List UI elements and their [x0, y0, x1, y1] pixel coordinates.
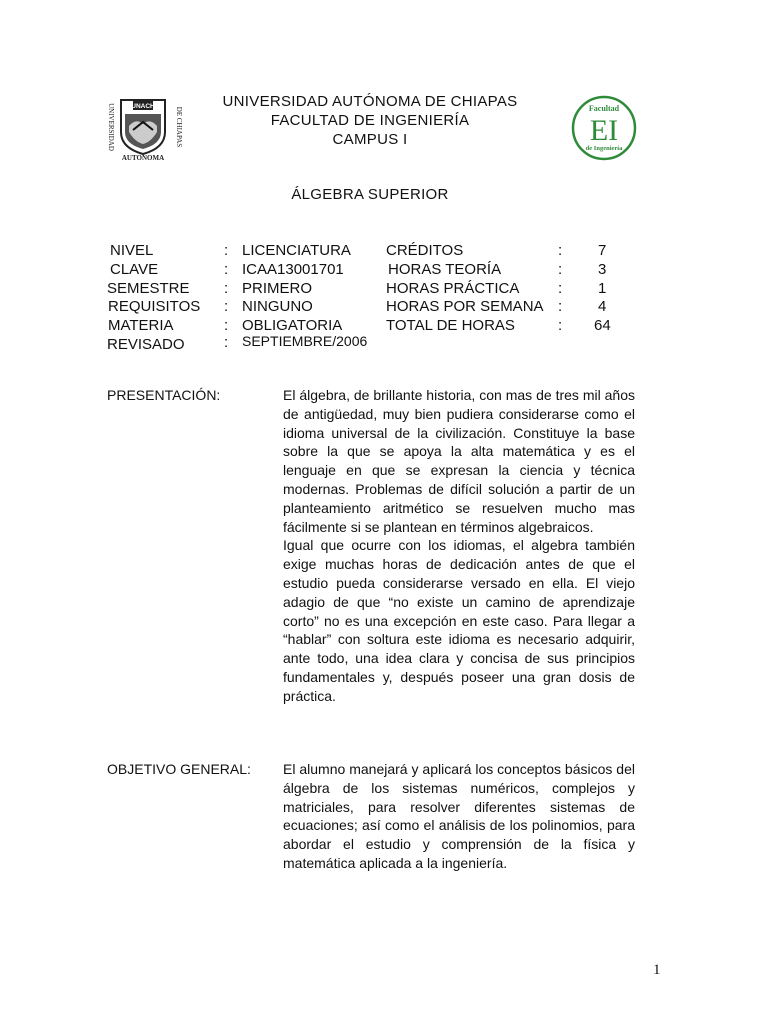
- info-colon: :: [224, 242, 229, 259]
- info-colon: :: [224, 261, 229, 278]
- info-label: SEMESTRE: [107, 280, 190, 297]
- info-label-2: CRÉDITOS: [386, 242, 464, 259]
- info-value: SEPTIEMBRE/2006: [242, 333, 368, 349]
- objetivo-paragraph: El alumno manejará y aplicará los conceptos básicos del álgebra de los sistemas numéricos, complejos y matriciales, para resolver diferentes sistemas de ecuaciones; así como el análisis de los polinomios, para abordar el estudio y comprensión de la física y matemática aplicada a la ingeniería.: [283, 761, 635, 871]
- info-value: OBLIGATORIA: [242, 317, 343, 334]
- presentacion-text: [283, 386, 635, 706]
- logo-bottom-text: AUTONOMA: [121, 154, 165, 162]
- logo-right-bottom-text: de Ingeniería: [585, 145, 623, 152]
- objetivo-label: OBJETIVO GENERAL:: [107, 761, 251, 777]
- info-value-2: 1: [598, 280, 607, 297]
- logo-right-side-text: DE CHIAPAS: [175, 106, 183, 148]
- presentacion-paragraph-2: Igual que ocurre con los idiomas, el algebra también exige muchas horas de dedicación antes de que el estudio pueda considerarse versado en ella. El viejo adagio de que “no existe un camino de aprendizaje corto” no es una excepción en este caso. Para llegar a “hablar” con soltura este idioma es necesario adquirir, ante todo, una idea clara y concisa de sus principios fundamentales y, después poseer una gran dosis de práctica.: [283, 537, 635, 704]
- page-number: 1: [653, 962, 661, 978]
- info-row: [107, 333, 627, 355]
- info-colon-2: :: [558, 280, 563, 297]
- info-label: CLAVE: [110, 261, 159, 278]
- info-colon: :: [224, 280, 229, 297]
- unach-logo: [103, 92, 183, 162]
- presentacion-paragraph-1: El álgebra, de brillante historia, con mas de tres mil años de antigüedad, muy bien pudiera considerarse como el idioma universal de la civilización. Constituye la base sobre la que se apoya la alta matemática y es el lenguaje en que se expresan la ciencia y técnica modernas. Problemas de difícil solución a partir de un planteamiento aritmético se resuelven mucho mas fácilmente si se plantean en términos algebraicos.: [283, 387, 635, 535]
- info-row: [107, 261, 627, 280]
- info-label-2: HORAS TEORÍA: [388, 261, 502, 278]
- info-label-2: HORAS PRÁCTICA: [386, 280, 520, 297]
- info-row: [107, 298, 627, 317]
- info-value-2: 64: [594, 317, 611, 334]
- info-value: ICAA13001701: [242, 261, 344, 278]
- info-value-2: 7: [598, 242, 607, 259]
- info-label: REVISADO: [107, 336, 185, 353]
- info-colon-2: :: [558, 317, 563, 334]
- info-row: [107, 280, 627, 299]
- objetivo-text: [283, 760, 635, 873]
- info-value: LICENCIATURA: [242, 242, 351, 259]
- university-name: UNIVERSIDAD AUTÓNOMA DE CHIAPAS: [222, 93, 518, 110]
- presentacion-label: PRESENTACIÓN:: [107, 387, 221, 403]
- info-value-2: 4: [598, 298, 607, 315]
- logo-right-top-text: Facultad: [588, 104, 620, 113]
- faculty-name: FACULTAD DE INGENIERÍA: [270, 112, 470, 129]
- info-label-2: TOTAL DE HORAS: [386, 317, 515, 334]
- logo-right-letters: EI: [589, 114, 619, 147]
- campus-name: CAMPUS I: [332, 131, 408, 148]
- logo-left-side-text: UNIVERSIDAD: [107, 103, 115, 151]
- info-value: PRIMERO: [242, 280, 313, 297]
- faculty-logo: [570, 94, 638, 162]
- info-colon-2: :: [558, 261, 563, 278]
- info-colon: :: [224, 298, 229, 315]
- info-value: NINGUNO: [242, 298, 313, 315]
- info-label: REQUISITOS: [108, 298, 201, 315]
- info-row: [107, 242, 627, 261]
- logo-top-text: UNACH: [131, 103, 155, 110]
- info-label: MATERIA: [108, 317, 174, 334]
- info-label: NIVEL: [110, 242, 154, 259]
- info-label-2: HORAS POR SEMANA: [386, 298, 544, 315]
- info-colon: :: [224, 334, 229, 351]
- course-title: ÁLGEBRA SUPERIOR: [291, 186, 449, 203]
- info-colon-2: :: [558, 242, 563, 259]
- info-value-2: 3: [598, 261, 607, 278]
- info-colon-2: :: [558, 298, 563, 315]
- info-colon: :: [224, 317, 229, 334]
